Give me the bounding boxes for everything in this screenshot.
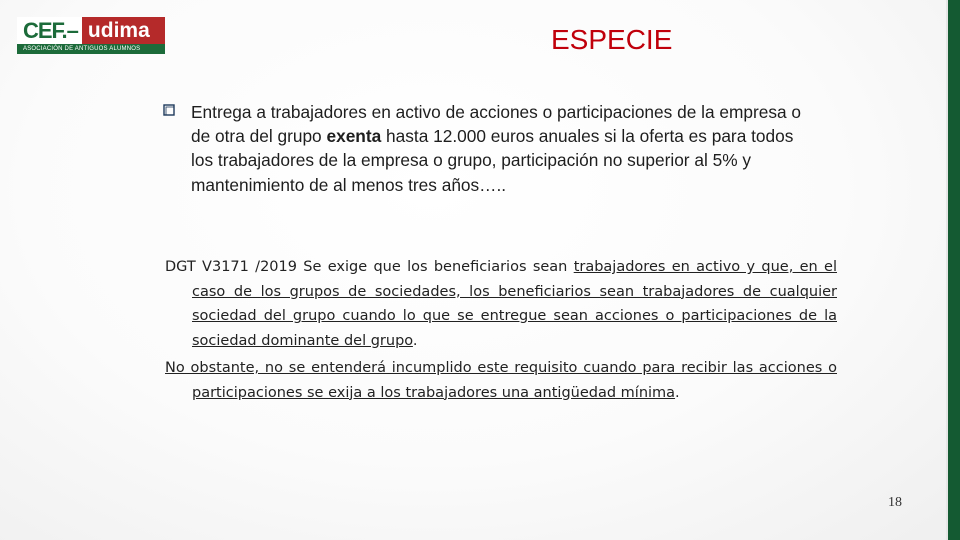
bullet-bold-exenta: exenta	[326, 126, 382, 147]
logo-subtitle: ASOCIACIÓN DE ANTIGUOS ALUMNOS	[17, 44, 165, 54]
logo-cef-text: CEF.–	[17, 17, 82, 44]
bullet-text-part1: Entrega a trabajadores en activo de acciones o participaciones de la empresa o de otra del grupo	[191, 102, 802, 147]
paragraph-no-obstante	[165, 356, 837, 405]
bullet-point	[163, 100, 818, 197]
paragraph-dgt	[165, 255, 837, 353]
logo-udima-text: udima	[82, 17, 165, 44]
no-obstante-end: .	[675, 384, 680, 401]
page-number: 18	[888, 495, 902, 510]
no-obstante-underlined-text: No obstante, no se entenderá incumplido este requisito cuando para recibir las acciones o participaciones se exija a los trabajadores una antigüedad mínima	[165, 360, 837, 401]
dgt-intro: Se exige que los beneficiarios sean	[296, 259, 574, 275]
side-bar	[948, 0, 960, 540]
bullet-text-part2: hasta 12.000 euros anuales si la oferta es para todos los trabajadores de la empresa o grupo, participación no superior al 5% y mantenimiento de al menos tres años…..	[191, 126, 794, 195]
dgt-reference: DGT V3171 /2019	[165, 259, 297, 275]
dgt-underlined-text: trabajadores en activo y que, en el caso de los grupos de sociedades, los beneficiarios sean trabajadores de cualquier sociedad del grupo cuando lo que se entregue sean acciones o participaciones de la sociedad dominante del grupo	[192, 259, 837, 349]
logo	[17, 17, 165, 55]
bullet-text	[191, 100, 818, 197]
slide-title: ESPECIE	[551, 24, 673, 55]
dgt-end: .	[412, 332, 418, 349]
checkbox-bullet-icon	[163, 104, 175, 116]
